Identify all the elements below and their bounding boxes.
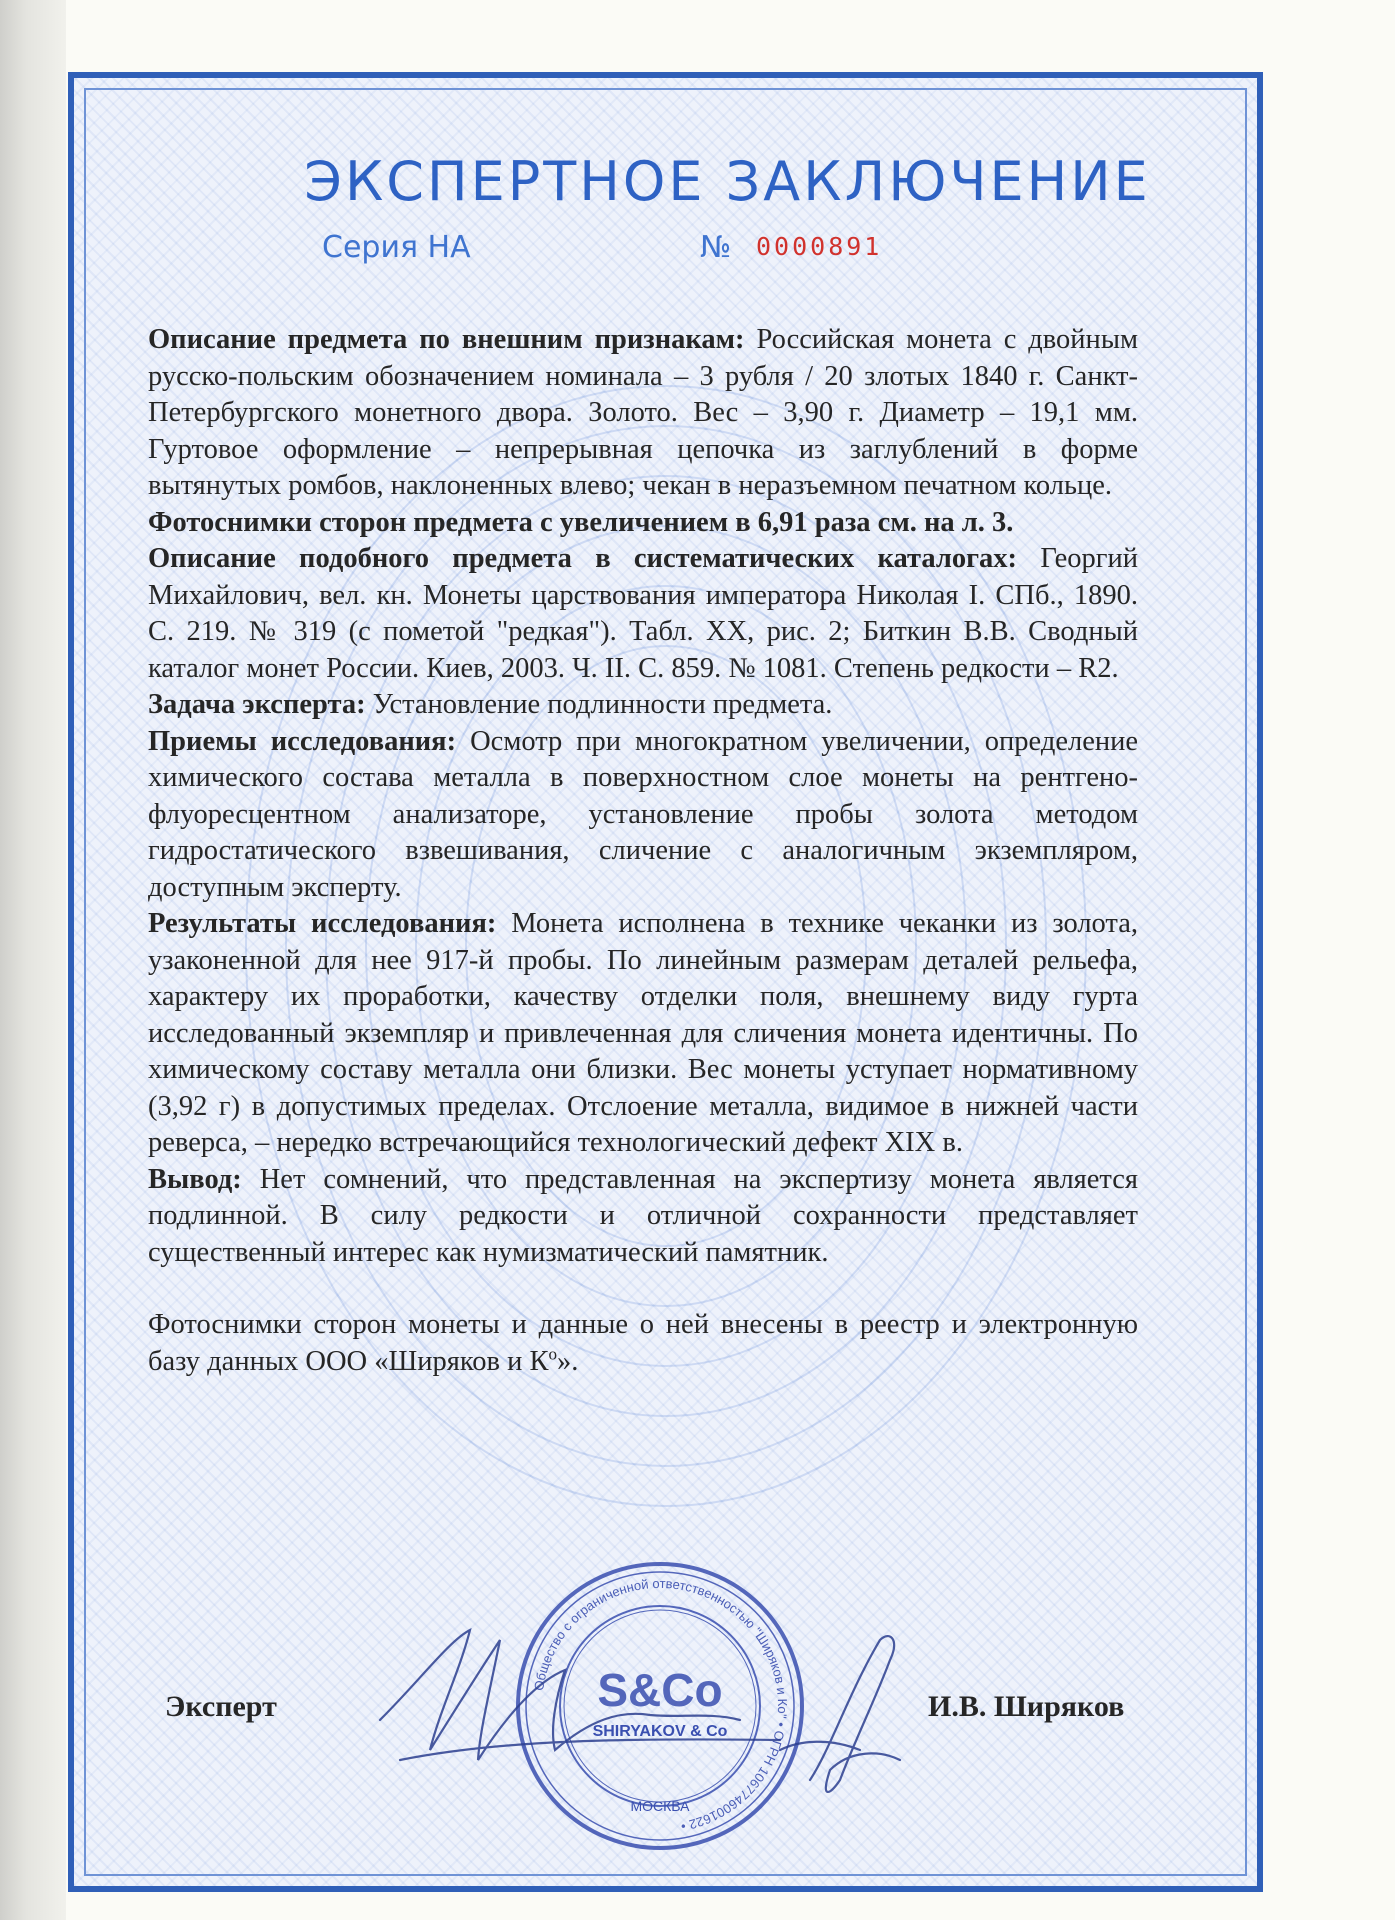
section-results	[148, 906, 1138, 1162]
expert-name: И.В. Ширяков	[928, 1690, 1125, 1723]
stamp-logo: S&Co	[597, 1664, 723, 1716]
section-heading: Результаты исследования:	[148, 908, 497, 939]
note-superscript: о	[548, 1344, 558, 1363]
section-text: Монета исполнена в технике чеканки из золота, узаконенной для нее 917-й пробы. По линейным размерам деталей рельефа, характеру их проработки, качеству отделки поля, внешнему виду гурта исследованный экземпляр и привлеченная для сличения монета идентичны. По химическому составу металла они близки. Вес монеты уступает нормативному (3,92 г) в допустимых пределах. Отслоение металла, видимое в нижней части реверса, – нередко встречающийся технологический дефект XIX в.	[148, 908, 1139, 1158]
stamp-company: SHIRYAKOV & Co	[592, 1723, 728, 1740]
section-text: Осмотр при многократном увеличении, определение химического состава металла в поверхностном слое монеты на рентгено-флуоресцентном анализаторе, установление пробы золота методом гидростатического взвешивания, сличение с аналогичным экземпляром, доступным эксперту.	[148, 725, 1138, 903]
section-description	[148, 322, 1138, 505]
section-methods	[148, 724, 1138, 907]
series-number-row	[0, 230, 1395, 270]
section-heading: Вывод:	[148, 1163, 242, 1195]
section-heading: Описание предмета по внешним признакам:	[148, 324, 745, 355]
section-heading: Фотоснимки сторон предмета с увеличением в 6,91 раза см. на л. 3.	[148, 506, 1014, 538]
stamp-city: МОСКВА	[630, 1798, 690, 1814]
section-catalogs	[148, 541, 1138, 687]
expert-signature	[360, 1600, 920, 1800]
section-text: Установление подлинности предмета.	[365, 689, 833, 720]
section-conclusion	[148, 1162, 1138, 1272]
document-number: 0000891	[756, 232, 883, 261]
series-label: Серия НА	[322, 230, 471, 265]
section-text: Нет сомнений, что представленная на экспертизу монета является подлинной. В силу редкости и отличной сохранности представляет существенный интерес как нумизматический памятник.	[148, 1163, 1138, 1268]
number-sign: №	[700, 230, 732, 265]
section-heading: Приемы исследования:	[148, 725, 457, 757]
certificate-body	[148, 322, 1138, 1380]
registry-note	[148, 1307, 1138, 1380]
section-heading: Задача эксперта:	[148, 689, 366, 720]
note-text: Фотоснимки сторон монеты и данные о ней внесены в реестр и электронную базу данных ООО «Ширяков и К	[148, 1309, 1138, 1377]
section-task	[148, 687, 1138, 724]
section-photos	[148, 505, 1138, 542]
section-text: Георгий Михайлович, вел. кн. Монеты царствования императора Николая I. СПб., 1890. С. 219. № 319 (с пометой "редкая"). Табл. XX, рис. 2; Биткин В.В. Сводный каталог монет России. Киев, 2003. Ч. II. С. 859. № 1081. Степень редкости – R2.	[148, 543, 1138, 684]
stamp-ring-text: Общество с ограниченной ответственностью "Ширяков и Ко" • ОГРН 1067746001622 •	[530, 1575, 791, 1835]
expert-label: Эксперт	[165, 1690, 277, 1723]
document-title: ЭКСПЕРТНОЕ ЗАКЛЮЧЕНИЕ	[304, 150, 1151, 213]
note-text-end: ».	[557, 1345, 579, 1377]
section-text: Российская монета с двойным русско-польским обозначением номинала – 3 рубля / 20 злотых 1840 г. Санкт-Петербургского монетного двора. Золото. Вес – 3,90 г. Диаметр – 19,1 мм. Гуртовое оформление – непрерывная цепочка из заглублений в форме вытянутых ромбов, наклоненных влево; чекан в неразъемном печатном кольце.	[148, 324, 1138, 501]
page-binding-edge	[0, 0, 68, 1920]
section-heading: Описание подобного предмета в систематических каталогах:	[148, 543, 1018, 574]
